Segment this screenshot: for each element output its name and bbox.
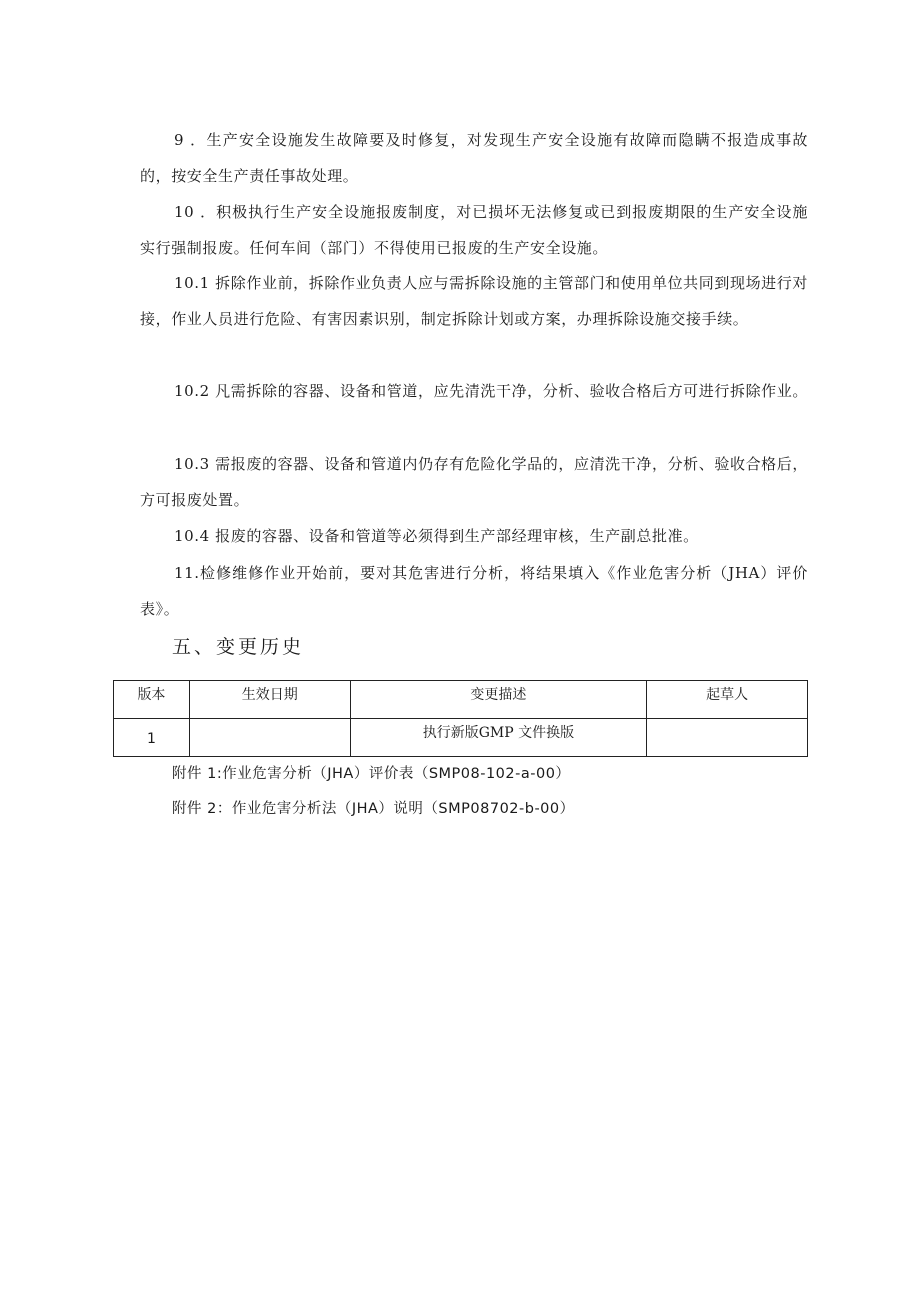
- cell-version: 1: [114, 719, 190, 757]
- table-header-row: [114, 681, 808, 719]
- header-change-description: 变更描述: [350, 681, 647, 719]
- header-effective-date: 生效日期: [189, 681, 350, 719]
- attachment-1: 附件 1:作业危害分析（JHA）评价表（SMP08-102-a-00）: [172, 766, 571, 782]
- paragraph-9: 9 ．生产安全设施发生故障要及时修复，对发现生产安全设施有故障而隐瞒不报造成事故的，按安全生产责任事故处理。: [140, 131, 808, 185]
- change-history-table: [113, 680, 808, 757]
- header-version: 版本: [114, 681, 190, 719]
- cell-effective-date: [189, 719, 350, 757]
- cell-drafter: [647, 719, 808, 757]
- paragraph-10-2: 10.2 凡需拆除的容器、设备和管道，应先清洗干净，分析、验收合格后方可进行拆除作业。: [174, 382, 808, 400]
- paragraph-10: 10 ．积极执行生产安全设施报废制度，对已损坏无法修复或已到报废期限的生产安全设施实行强制报废。任何车间（部门）不得使用已报废的生产安全设施。: [140, 203, 808, 257]
- paragraph-11: 11.检修维修作业开始前，要对其危害进行分析，将结果填入《作业危害分析（JHA）评价表》。: [140, 564, 808, 618]
- attachment-2: 附件 2：作业危害分析法（JHA）说明（SMP08702-b-00）: [172, 801, 575, 817]
- cell-change-description: 执行新版GMP 文件换版: [350, 719, 647, 757]
- header-drafter: 起草人: [647, 681, 808, 719]
- paragraph-10-3: 10.3 需报废的容器、设备和管道内仍存有危险化学品的，应清洗干净，分析、验收合格后，方可报废处置。: [140, 455, 808, 509]
- table-row: [114, 719, 808, 757]
- paragraph-10-4: 10.4 报废的容器、设备和管道等必须得到生产部经理审核，生产副总批准。: [174, 527, 699, 545]
- section-heading-change-history: 五、变更历史: [172, 636, 305, 658]
- paragraph-10-1: 10.1 拆除作业前，拆除作业负责人应与需拆除设施的主管部门和使用单位共同到现场进行对接，作业人员进行危险、有害因素识别，制定拆除计划或方案，办理拆除设施交接手续。: [140, 274, 808, 328]
